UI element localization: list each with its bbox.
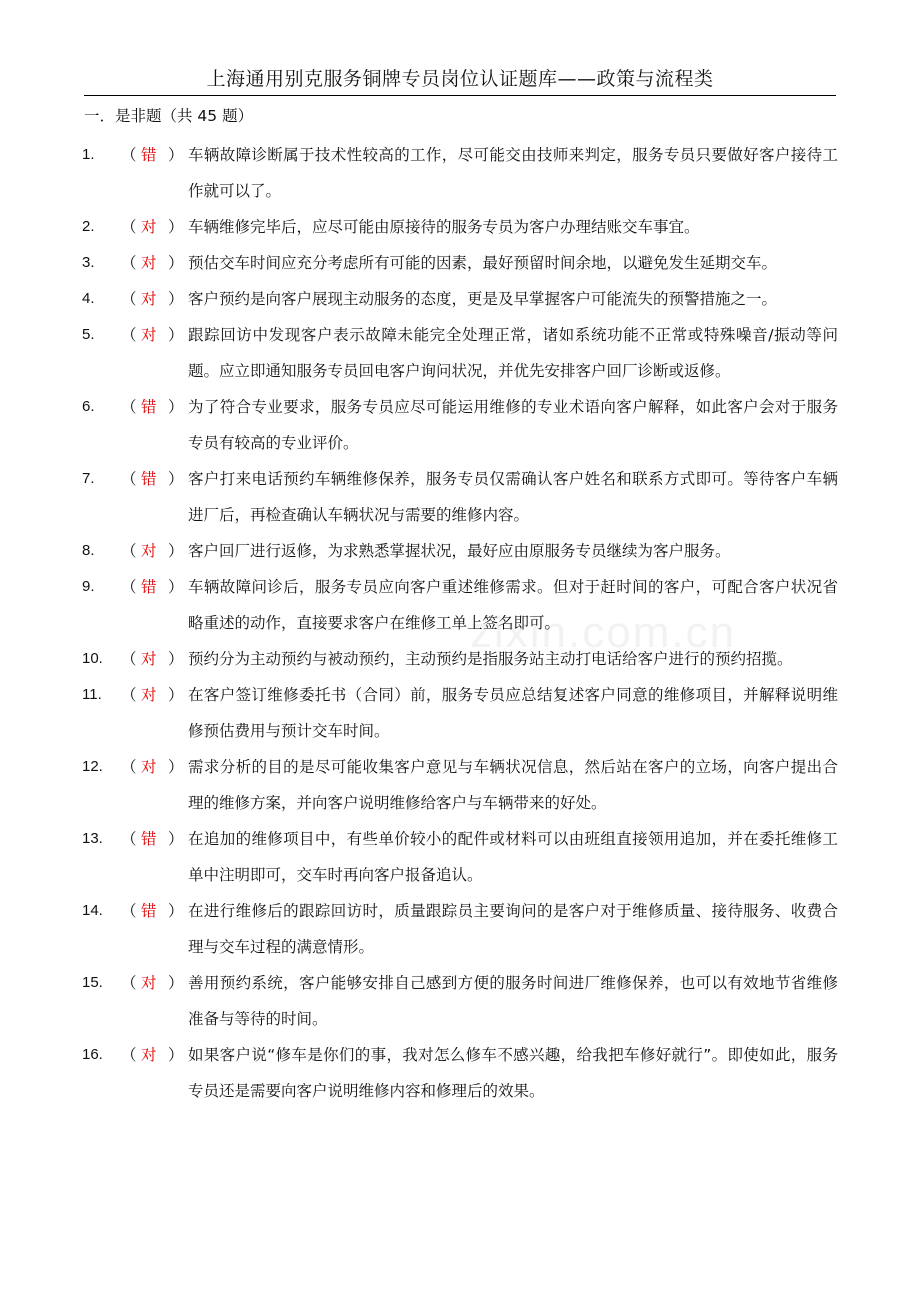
question-number: 14.: [82, 902, 103, 919]
close-paren: ）: [168, 686, 184, 704]
question-number: 5.: [82, 326, 95, 343]
question-text: 预估交车时间应充分考虑所有可能的因素，最好预留时间余地，以避免发生延期交车。: [188, 254, 778, 272]
question-item: [0, 317, 920, 389]
question-text: 客户回厂进行返修，为求熟悉掌握状况，最好应由原服务专员继续为客户服务。: [188, 542, 731, 560]
close-paren: ）: [168, 974, 184, 992]
open-paren: （: [121, 254, 137, 272]
question-text: 跟踪回访中发现客户表示故障未能完全处理正常，诸如系统功能不正常或特殊噪音/振动等问题。应立即通知服务专员回电客户询问状况，并优先安排客户回厂诊断或返修。: [188, 326, 838, 380]
question-item: [0, 533, 920, 569]
answer-mark: 对: [141, 326, 157, 344]
question-text: 在追加的维修项目中，有些单价较小的配件或材料可以由班组直接领用追加，并在委托维修工单中注明即可，交车时再向客户报备追认。: [188, 830, 838, 884]
answer-mark: 对: [141, 758, 157, 776]
section-heading: 一．是非题（共 45 题）: [84, 107, 254, 125]
open-paren: （: [121, 650, 137, 668]
answer-mark: 对: [141, 650, 157, 668]
answer-mark: 错: [141, 578, 157, 596]
question-item: [0, 1037, 920, 1109]
answer-mark: 对: [141, 1046, 157, 1064]
question-number: 4.: [82, 290, 95, 307]
question-text: 善用预约系统，客户能够安排自己感到方便的服务时间进厂维修保养，也可以有效地节省维修准备与等待的时间。: [188, 974, 838, 1028]
answer-mark: 对: [141, 974, 157, 992]
close-paren: ）: [168, 470, 184, 488]
question-item: [0, 137, 920, 209]
answer-mark: 错: [141, 146, 157, 164]
question-number: 13.: [82, 830, 103, 847]
title-underline: [84, 95, 836, 96]
question-number: 12.: [82, 758, 103, 775]
watermark: zixin.com.cn: [470, 608, 737, 657]
open-paren: （: [121, 974, 137, 992]
question-text: 车辆故障问诊后，服务专员应向客户重述维修需求。但对于赶时间的客户，可配合客户状况省略重述的动作，直接要求客户在维修工单上签名即可。: [188, 578, 838, 632]
open-paren: （: [121, 398, 137, 416]
answer-mark: 错: [141, 470, 157, 488]
question-number: 7.: [82, 470, 95, 487]
open-paren: （: [121, 902, 137, 920]
question-text: 客户预约是向客户展现主动服务的态度，更是及早掌握客户可能流失的预警措施之一。: [188, 290, 778, 308]
close-paren: ）: [168, 326, 184, 344]
question-number: 2.: [82, 218, 95, 235]
close-paren: ）: [168, 290, 184, 308]
question-text: 车辆维修完毕后，应尽可能由原接待的服务专员为客户办理结账交车事宜。: [188, 218, 700, 236]
question-item: [0, 281, 920, 317]
open-paren: （: [121, 1046, 137, 1064]
question-item: [0, 641, 920, 677]
close-paren: ）: [168, 578, 184, 596]
question-item: [0, 569, 920, 641]
close-paren: ）: [168, 542, 184, 560]
close-paren: ）: [168, 902, 184, 920]
open-paren: （: [121, 218, 137, 236]
open-paren: （: [121, 290, 137, 308]
close-paren: ）: [168, 398, 184, 416]
question-text: 在客户签订维修委托书（合同）前，服务专员应总结复述客户同意的维修项目，并解释说明维修预估费用与预计交车时间。: [188, 686, 838, 740]
close-paren: ）: [168, 758, 184, 776]
question-number: 9.: [82, 578, 95, 595]
answer-mark: 对: [141, 542, 157, 560]
question-text: 如果客户说“修车是你们的事，我对怎么修车不感兴趣，给我把车修好就行”。即使如此，服务专员还是需要向客户说明维修内容和修理后的效果。: [188, 1046, 838, 1100]
question-number: 8.: [82, 542, 95, 559]
question-text: 客户打来电话预约车辆维修保养，服务专员仅需确认客户姓名和联系方式即可。等待客户车辆进厂后，再检查确认车辆状况与需要的维修内容。: [188, 470, 838, 524]
question-text: 为了符合专业要求，服务专员应尽可能运用维修的专业术语向客户解释，如此客户会对于服务专员有较高的专业评价。: [188, 398, 838, 452]
open-paren: （: [121, 542, 137, 560]
question-item: [0, 965, 920, 1037]
close-paren: ）: [168, 254, 184, 272]
question-item: [0, 389, 920, 461]
close-paren: ）: [168, 146, 184, 164]
open-paren: （: [121, 686, 137, 704]
document-title: 上海通用别克服务铜牌专员岗位认证题库——政策与流程类: [206, 68, 714, 90]
question-item: [0, 461, 920, 533]
close-paren: ）: [168, 218, 184, 236]
answer-mark: 对: [141, 218, 157, 236]
question-text: 需求分析的目的是尽可能收集客户意见与车辆状况信息，然后站在客户的立场，向客户提出合理的维修方案，并向客户说明维修给客户与车辆带来的好处。: [188, 758, 838, 812]
question-text: 预约分为主动预约与被动预约，主动预约是指服务站主动打电话给客户进行的预约招揽。: [188, 650, 793, 668]
question-item: [0, 245, 920, 281]
question-number: 10.: [82, 650, 103, 667]
close-paren: ）: [168, 650, 184, 668]
answer-mark: 错: [141, 902, 157, 920]
question-number: 1.: [82, 146, 95, 163]
answer-mark: 错: [141, 830, 157, 848]
question-item: [0, 209, 920, 245]
question-number: 16.: [82, 1046, 103, 1063]
question-list: [0, 137, 920, 1109]
open-paren: （: [121, 578, 137, 596]
question-number: 6.: [82, 398, 95, 415]
open-paren: （: [121, 830, 137, 848]
question-item: [0, 893, 920, 965]
answer-mark: 错: [141, 398, 157, 416]
question-item: [0, 821, 920, 893]
open-paren: （: [121, 326, 137, 344]
answer-mark: 对: [141, 254, 157, 272]
question-text: 在进行维修后的跟踪回访时，质量跟踪员主要询问的是客户对于维修质量、接待服务、收费合理与交车过程的满意情形。: [188, 902, 838, 956]
question-item: [0, 677, 920, 749]
open-paren: （: [121, 146, 137, 164]
close-paren: ）: [168, 1046, 184, 1064]
open-paren: （: [121, 470, 137, 488]
answer-mark: 对: [141, 290, 157, 308]
open-paren: （: [121, 758, 137, 776]
close-paren: ）: [168, 830, 184, 848]
question-number: 15.: [82, 974, 103, 991]
question-number: 11.: [82, 686, 102, 703]
question-text: 车辆故障诊断属于技术性较高的工作，尽可能交由技师来判定，服务专员只要做好客户接待工作就可以了。: [188, 146, 838, 200]
answer-mark: 对: [141, 686, 157, 704]
question-number: 3.: [82, 254, 95, 271]
question-item: [0, 749, 920, 821]
